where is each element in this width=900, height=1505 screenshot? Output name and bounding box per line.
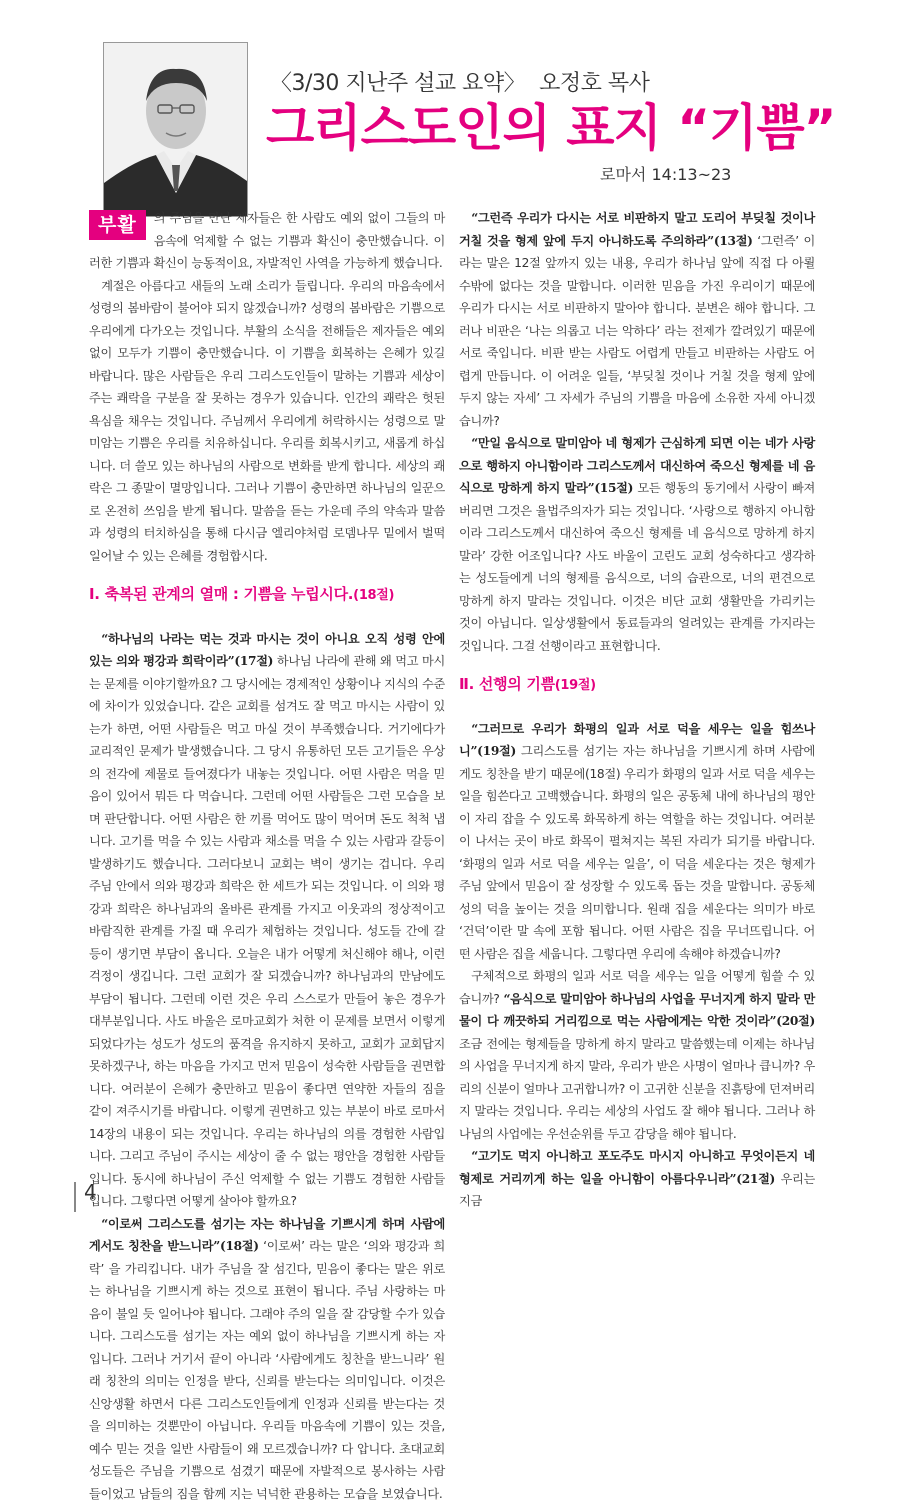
bible-quote: “만일 음식으로 말미암아 네 형제가 근심하게 되면 이는 네가 사랑으로 행하지 아니함이라 그리스도께서 대신하여 죽으신 형제를 네 음식으로 망하게 하지 말라”(15절): [459, 436, 815, 495]
body-paragraph: [459, 432, 815, 657]
body-paragraph: [89, 628, 445, 1213]
pastor-photo: [103, 42, 248, 217]
section-2-verse: (19절): [555, 678, 596, 693]
bible-quote: “그런즉 우리가 다시는 서로 비판하지 말고 도리어 부딪칠 것이나 거칠 것을 형제 앞에 두지 아니하도록 주의하라”(13절): [459, 211, 815, 248]
section-1-title: Ⅰ. 축복된 관계의 열매 : 기쁨을 누립시다.: [89, 585, 353, 603]
page-number: 4: [84, 1180, 97, 1204]
resurrection-tag: 부활: [89, 210, 146, 240]
bible-quote: “음식으로 말미암아 하나님의 사업을 무너지게 하지 말라 만물이 다 깨끗하되 거리낌으로 먹는 사람에게는 악한 것이라”(20절): [459, 992, 815, 1029]
section-2-title: Ⅱ. 선행의 기쁨: [459, 675, 555, 693]
body-text: 모든 행동의 동기에서 사랑이 빠져버리면 그것은 율법주의자가 되는 것입니다. ‘사랑으로 행하지 아니함이라 그리스도께서 대신하여 죽으신 형제를 네 음식으로 망하게 하지 말라’ 강한 어조입니다? 사도 바울이 고린도 교회 성숙하다고 생각하는 성도들에게 너의 형제를 음식으로, 너의 습관으로, 너의 편견으로 망하게 하지 말라는 것입니다. 이것은 비단 교회 생활만을 가리키는 것이 아닙니다. 일상생활에서 동료들과의 얼려있는 관계를 가지라는 것입니다. 그걸 선행이라고 표현합니다.: [459, 481, 815, 653]
sermon-series-line: [270, 66, 649, 97]
bible-quote: “고기도 먹지 아니하고 포도주도 마시지 아니하고 무엇이든지 네 형제로 거리끼게 하는 일을 아니함이 아름다우니라”(21절): [459, 1149, 815, 1186]
body-text: 우리는 지금: [459, 1172, 815, 1209]
body-paragraph: 계절은 아름다고 새들의 노래 소리가 들립니다. 우리의 마음속에서 성령의 봄바람이 불어야 되지 않겠습니까? 성령의 봄바람은 기쁨으로 우리에게 다가오는 것입니다. 부활의 소식을 전해들은 제자들은 예외 없이 모두가 기쁨이 충만했습니다. 이 기쁨을 회복하는 은혜가 있길 바랍니다. 많은 사람들은 우리 그리스도인들이 말하는 기쁨과 세상이 주는 쾌락을 구분을 잘 못하는 경우가 있습니다. 인간의 쾌락은 헛된 욕심을 채우는 것입니다. 주님께서 우리에게 허락하시는 성령으로 말미암는 기쁨은 우리를 치유하십니다. 우리를 회복시키고, 새롭게 하십니다. 더 쓸모 있는 하나님의 사람으로 변화를 받게 합니다. 세상의 쾌락은 그 종말이 멸망입니다. 그러나 기쁨이 충만하면 하나님의 일꾼으로 온전히 쓰임을 받게 됩니다. 말씀을 듣는 가운데 주의 약속과 말씀과 성령의 터치하심을 통해 다시금 엘리야처럼 로뎀나무 밑에서 벌떡 일어날 수 있는 은혜를 경험합시다.: [89, 275, 445, 568]
body-text: 그리스도를 섬기는 자는 하나님을 기쁘시게 하며 사람에게도 칭찬을 받기 때문에(18절) 우리가 화평의 일과 서로 덕을 세우는 일을 힘쓴다고 고백했습니다. 화평의 일은 공동체 내에 하나님의 평안이 자리 잡을 수 있도록 화목하게 하는 역할을 하는 것입니다. 여러분이 나서는 곳이 바로 화목이 펼쳐지는 복된 자리가 되기를 바랍니다. ‘화평의 일과 서로 덕을 세우는 일을’, 이 덕을 세운다는 것은 형제가 주님 앞에서 믿음이 잘 성장할 수 있도록 돕는 것을 말합니다. 공동체성의 덕을 높이는 것을 의미합니다. 원래 집을 세운다는 의미가 바로 ‘건덕’이란 말 속에 포함 됩니다. 어떤 사람은 집을 무너뜨립니다. 어떤 사람은 집을 세웁니다. 그렇다면 우리에 속해야 하겠습니까?: [459, 744, 815, 961]
body-paragraph: [459, 718, 815, 966]
series-label: 〈3/30 지난주 설교 요약〉: [270, 71, 525, 96]
bible-quote: “하나님의 나라는 먹는 것과 마시는 것이 아니요 오직 성령 안에 있는 의와 평강과 희락이라”(17절): [89, 632, 445, 669]
body-text: 하나님 나라에 관해 왜 먹고 마시는 문제를 이야기할까요? 그 당시에는 경제적인 상황이나 지식의 수준에 차이가 있었습니다. 같은 교회를 섬겨도 잘 먹고 마시는 사람이 있는가 하면, 어떤 사람들은 먹고 마실 것이 부족했습니다. 거기에다가 교리적인 문제가 발생했습니다. 그 당시 유통하던 모든 고기들은 우상의 전각에 제물로 들여졌다가 내놓는 것입니다. 어떤 사람은 먹을 믿음이 있어서 뭐든 다 먹습니다. 그런데 어떤 사람들은 그런 모습을 보며 판단합니다. 어떤 사람은 한 끼를 먹어도 많이 먹어며 돈도 척척 냅니다. 고기를 먹을 수 있는 사람과 채소를 먹을 수 있는 사람과 갈등이 발생하기도 했습니다. 그러다보니 교회는 벽이 생기는 겁니다. 우리 주님 안에서 의와 평강과 희락은 한 세트가 되는 것입니다. 이 의와 평강과 희락은 하나님과의 올바른 관계를 가지고 이웃과의 정상적이고 바람직한 관계를 가질 때 우리가 체험하는 것입니다. 성도들 간에 갈등이 생기면 부담이 옵니다. 오늘은 내가 어떻게 처신해야 해나, 이런 걱정이 생깁니다. 그런 교회가 잘 되겠습니까? 하나님과의 만남에도 부담이 됩니다. 그런데 이런 것은 우리 스스로가 만들어 놓은 경우가 대부분입니다. 사도 바울은 로마교회가 처한 이 문제를 보면서 이렇게 되었다가는 성도가 성도의 품격을 유지하지 못하고, 교회가 교회답지 못하겠구나, 하는 마음을 가지고 먼저 믿음이 성숙한 사람들을 권면합니다. 여러분이 은혜가 충만하고 믿음이 좋다면 연약한 자들의 짐을 같이 져주시기를 바랍니다. 이렇게 권면하고 있는 부분이 바로 로마서 14장의 내용이 되는 것입니다. 우리는 하나님의 의를 경험한 사람입니다. 그리고 주님이 주시는 세상이 줄 수 없는 평안을 경험한 사람들입니다. 동시에 하나님이 주신 억제할 수 없는 기쁨도 경험한 사람들입니다. 그렇다면 어떻게 살아야 할까요?: [89, 654, 445, 1208]
bible-quote: “그러므로 우리가 화평의 일과 서로 덕을 세우는 일을 힘쓰나니”(19절): [459, 722, 815, 759]
scripture-reference: 로마서 14:13~23: [600, 162, 731, 185]
body-paragraph: [459, 965, 815, 1145]
section-1-heading: [89, 583, 445, 608]
body-paragraph: [459, 1145, 815, 1213]
page-title: 그리스도인의 표지 “기쁨”: [266, 98, 836, 158]
section-1-verse: (18절): [353, 588, 394, 603]
author-name: 오정호 목사: [539, 71, 649, 96]
bible-quote: “이로써 그리스도를 섬기는 자는 하나님을 기쁘시게 하며 사람에게서도 칭찬을 받느니라”(18절): [89, 1217, 445, 1254]
intro-paragraph: [89, 207, 445, 275]
section-2-heading: [459, 673, 815, 698]
body-text: ‘그런즉’ 이라는 말은 12절 앞까지 있는 내용, 우리가 하나님 앞에 직접 다 아뢸 수밖에 없다는 것을 말합니다. 이러한 믿음을 가진 우리이기 때문에 우리가 다시는 서로 비판하지 말아야 합니다. 분변은 해야 합니다. 그러나 비판은 ‘나는 의롭고 너는 악하다’ 라는 전제가 깔려있기 때문에 서로 죽입니다. 비판 받는 사람도 어렵게 만들고 비판하는 사람도 어렵게 만듭니다. 이 어려운 일들, ‘부딪칠 것이나 거칠 것을 형제 앞에 두지 않는 자세’ 그 자세가 주님의 기쁨을 마음에 소유한 자세 아니겠습니까?: [459, 234, 815, 428]
body-text: ‘이로써’ 라는 말은 ‘의와 평강과 희락’ 을 가리킵니다. 내가 주님을 잘 섬긴다, 믿음이 좋다는 말은 위로는 하나님을 기쁘시게 하는 것으로 표현이 됩니다. 주님 사랑하는 마음이 불일 듯 일어나야 됩니다. 그래야 주의 일을 잘 감당할 수가 있습니다. 그리스도를 섬기는 자는 예외 없이 하나님을 기쁘시게 하는 자입니다. 그러나 거기서 끝이 아니라 ‘사람에게도 칭찬을 받느니라’ 원래 칭찬의 의미는 인정을 받다, 신뢰를 받는다는 의미입니다. 이것은 신앙생활 하면서 다른 그리스도인들에게 인정과 신뢰를 받는다는 것을 의미하는 것뿐만이 아닙니다. 우리들 마음속에 기쁨이 있는 것을, 예수 믿는 것을 일반 사람들이 왜 모르겠습니까? 다 압니다. 초대교회 성도들은 주님을 기쁨으로 섬겼기 때문에 자발적으로 봉사하는 사람들이었고 남들의 짐을 함께 지는 넉넉한 관용하는 모습을 보였습니다.: [89, 1239, 445, 1501]
intro-text: 의 주님을 만난 제자들은 한 사람도 예외 없이 그들의 마음속에 억제할 수 없는 기쁨과 확신이 충만했습니다. 이러한 기쁨과 확신이 능동적이요, 자발적인 사역을 가능하게 했습니다.: [89, 211, 445, 270]
left-column: [89, 207, 445, 1505]
body-text: 조금 전에는 형제들을 망하게 하지 말라고 말씀했는데 이제는 하나님의 사업을 무너지게 하지 말라, 우리가 받은 사명이 얼마나 큽니까? 우리의 신분이 얼마나 고귀합니까? 이 고귀한 신분을 진흙탕에 던져버리지 말라는 것입니다. 우리는 세상의 사업도 잘 해야 됩니다. 그러나 하나님의 사업에는 우선순위를 두고 감당을 해야 됩니다.: [459, 1037, 815, 1141]
body-paragraph: [459, 207, 815, 432]
body-text: 구체적으로 화평의 일과 서로 덕을 세우는 일을 어떻게 힘쓸 수 있습니까?: [459, 969, 815, 1006]
right-column: [459, 207, 815, 1213]
body-paragraph: [89, 1213, 445, 1505]
footer-divider: [74, 1182, 76, 1212]
